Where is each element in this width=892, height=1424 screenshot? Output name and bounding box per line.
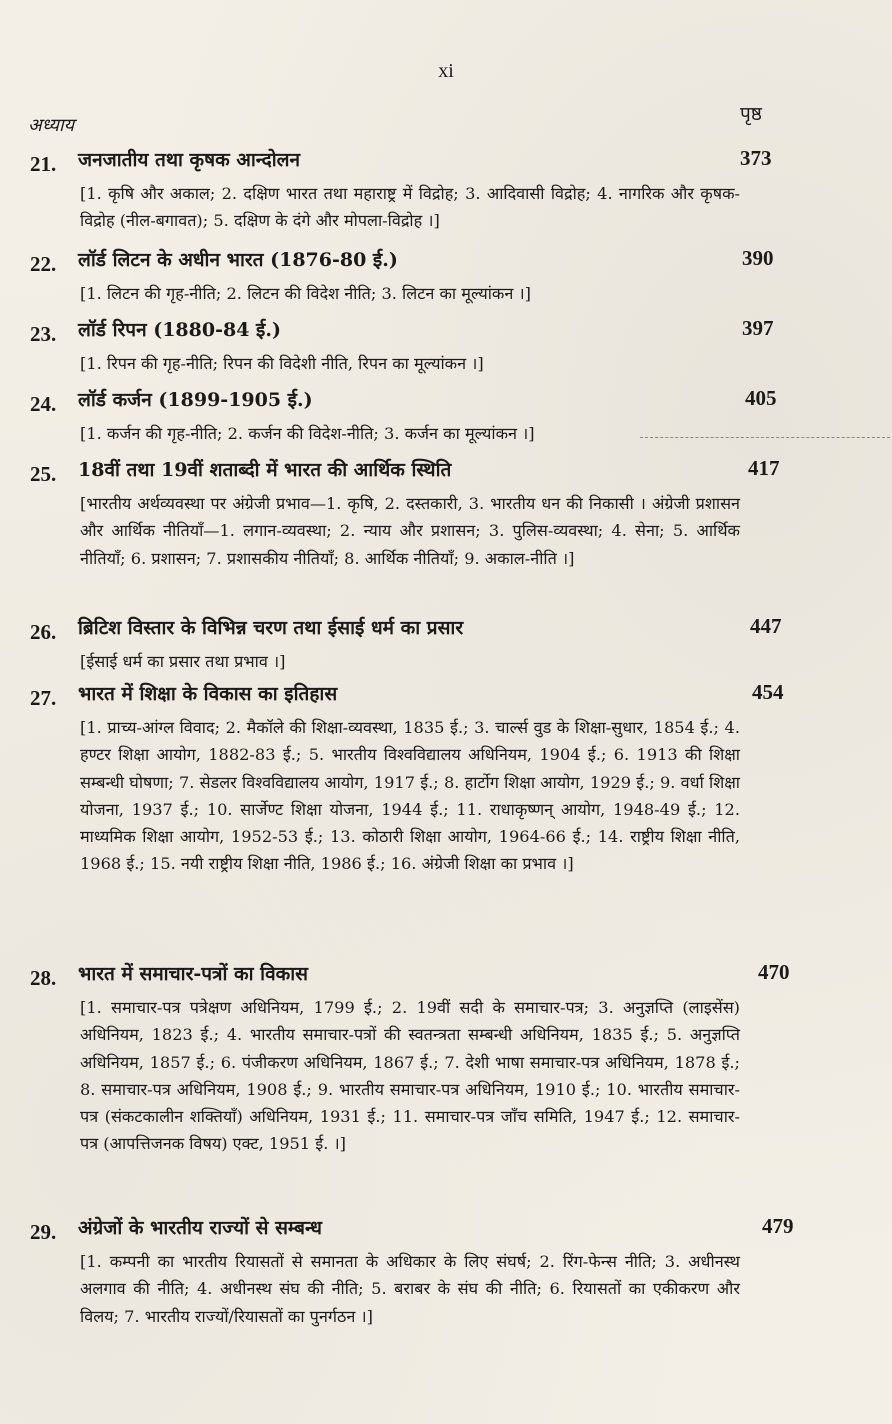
chapter-number: 21. (30, 152, 57, 176)
chapter-number: 29. (30, 1220, 57, 1244)
chapter-number: 27. (30, 686, 57, 710)
chapter-number: 28. (30, 966, 57, 990)
chapter-topics: [1. कर्जन की गृह-नीति; 2. कर्जन की विदेश-नीति; 3. कर्जन का मूल्यांकन ।] (80, 424, 535, 443)
chapter-title: लॉर्ड कर्जन (1899-1905 ई.) (78, 389, 313, 411)
chapter-topics: [1. कृषि और अकाल; 2. दक्षिण भारत तथा महाराष्ट्र में विद्रोह; 3. आदिवासी विद्रोह; 4. नागरिक और कृषक-विद्रोह (नील-बगावत); 5. दक्षिण के दंगे और मोपला-विद्रोह ।] (80, 184, 740, 231)
chapter-page-number: 454 (752, 680, 784, 704)
chapter-topics: [ईसाई धर्म का प्रसार तथा प्रभाव ।] (80, 652, 286, 671)
chapter-number: 26. (30, 620, 57, 644)
chapter-number: 24. (30, 392, 57, 416)
chapter-number: 22. (30, 252, 57, 276)
chapter-title: भारत में शिक्षा के विकास का इतिहास (78, 683, 338, 705)
chapter-number: 25. (30, 462, 57, 486)
page-number: xi (438, 60, 454, 82)
chapter-title: अंग्रेजों के भारतीय राज्यों से सम्बन्ध (78, 1217, 322, 1239)
chapter-topics: [1. कम्पनी का भारतीय रियासतों से समानता के अधिकार के लिए संघर्ष; 2. रिंग-फेन्स नीति; 3. अधीनस्थ अलगाव की नीति; 4. अधीनस्थ संघ की नीति; 5. बराबर के संघ की नीति; 6. रियासतों का एकीकरण और विलय; 7. भारतीय राज्यों/रियासतों का पुनर्गठन ।] (80, 1252, 740, 1326)
chapter-number: 23. (30, 322, 57, 346)
chapter-topics: [1. लिटन की गृह-नीति; 2. लिटन की विदेश नीति; 3. लिटन का मूल्यांकन ।] (80, 284, 531, 303)
page-column-label: पृष्ठ (740, 103, 762, 125)
chapter-title: 18वीं तथा 19वीं शताब्दी में भारत की आर्थिक स्थिति (78, 459, 452, 481)
chapter-page-number: 397 (742, 316, 774, 340)
chapter-page-number: 470 (758, 960, 790, 984)
chapter-page-number: 373 (740, 146, 772, 170)
chapter-page-number: 447 (750, 614, 782, 638)
chapter-page-number: 479 (762, 1214, 794, 1238)
chapter-page-number: 390 (742, 246, 774, 270)
chapter-topics: [भारतीय अर्थव्यवस्था पर अंग्रेजी प्रभाव—1. कृषि, 2. दस्तकारी, 3. भारतीय धन की निकासी । अंग्रेजी प्रशासन और आर्थिक नीतियाँ—1. लगान-व्यवस्था; 2. न्याय और प्रशासन; 3. पुलिस-व्यवस्था; 4. सेना; 5. आर्थिक नीतियाँ; 6. प्रशासन; 7. प्रशासकीय नीतियाँ; 8. आर्थिक नीतियाँ; 9. अकाल-नीति ।] (80, 494, 740, 568)
chapter-title: भारत में समाचार-पत्रों का विकास (78, 963, 309, 985)
chapter-title: लॉर्ड लिटन के अधीन भारत (1876-80 ई.) (78, 249, 398, 271)
chapter-column-label: अध्याय (28, 115, 75, 136)
dashed-rule (640, 437, 890, 439)
chapter-page-number: 405 (745, 386, 777, 410)
chapter-topics: [1. समाचार-पत्र पत्रेक्षण अधिनियम, 1799 ई.; 2. 19वीं सदी के समाचार-पत्र; 3. अनुज्ञप्ति (लाइसेंस) अधिनियम, 1823 ई.; 4. भारतीय समाचार-पत्रों की स्वतन्त्रता सम्बन्धी अधिनियम, 1835 ई.; 5. अनुज्ञप्ति अधिनियम, 1857 ई.; 6. पंजीकरण अधिनियम, 1867 ई.; 7. देशी भाषा समाचार-पत्र अधिनियम, 1878 ई.; 8. समाचार-पत्र अधिनियम, 1908 ई.; 9. भारतीय समाचार-पत्र अधिनियम, 1910 ई.; 10. भारतीय समाचार-पत्र (संकटकालीन शक्तियाँ) अधिनियम, 1931 ई.; 11. समाचार-पत्र जाँच समिति, 1947 ई.; 12. समाचार-पत्र (आपत्तिजनक विषय) एक्ट, 1951 ई. ।] (80, 998, 740, 1154)
chapter-title: ब्रिटिश विस्तार के विभिन्न चरण तथा ईसाई धर्म का प्रसार (78, 617, 464, 639)
chapter-title: जनजातीय तथा कृषक आन्दोलन (78, 149, 301, 171)
chapter-page-number: 417 (748, 456, 780, 480)
chapter-topics: [1. रिपन की गृह-नीति; रिपन की विदेशी नीति, रिपन का मूल्यांकन ।] (80, 354, 484, 373)
chapter-title: लॉर्ड रिपन (1880-84 ई.) (78, 319, 281, 341)
chapter-topics: [1. प्राच्य-आंग्ल विवाद; 2. मैकॉले की शिक्षा-व्यवस्था, 1835 ई.; 3. चार्ल्स वुड के शिक्षा-सुधार, 1854 ई.; 4. हण्टर शिक्षा आयोग, 1882-83 ई.; 5. भारतीय विश्वविद्यालय अधिनियम, 1904 ई.; 6. 1913 की शिक्षा सम्बन्धी घोषणा; 7. सेडलर विश्वविद्यालय आयोग, 1917 ई.; 8. हार्टोग शिक्षा आयोग, 1929 ई.; 9. वर्धा शिक्षा योजना, 1937 ई.; 10. सार्जेण्ट शिक्षा योजना, 1944 ई.; 11. राधाकृष्णन् आयोग, 1948-49 ई.; 12. माध्यमिक शिक्षा आयोग, 1952-53 ई.; 13. कोठारी शिक्षा आयोग, 1964-66 ई.; 14. राष्ट्रीय शिक्षा नीति, 1968 ई.; 15. नयी राष्ट्रीय शिक्षा नीति, 1986 ई.; 16. अंग्रेजी शिक्षा का प्रभाव ।] (80, 718, 740, 874)
